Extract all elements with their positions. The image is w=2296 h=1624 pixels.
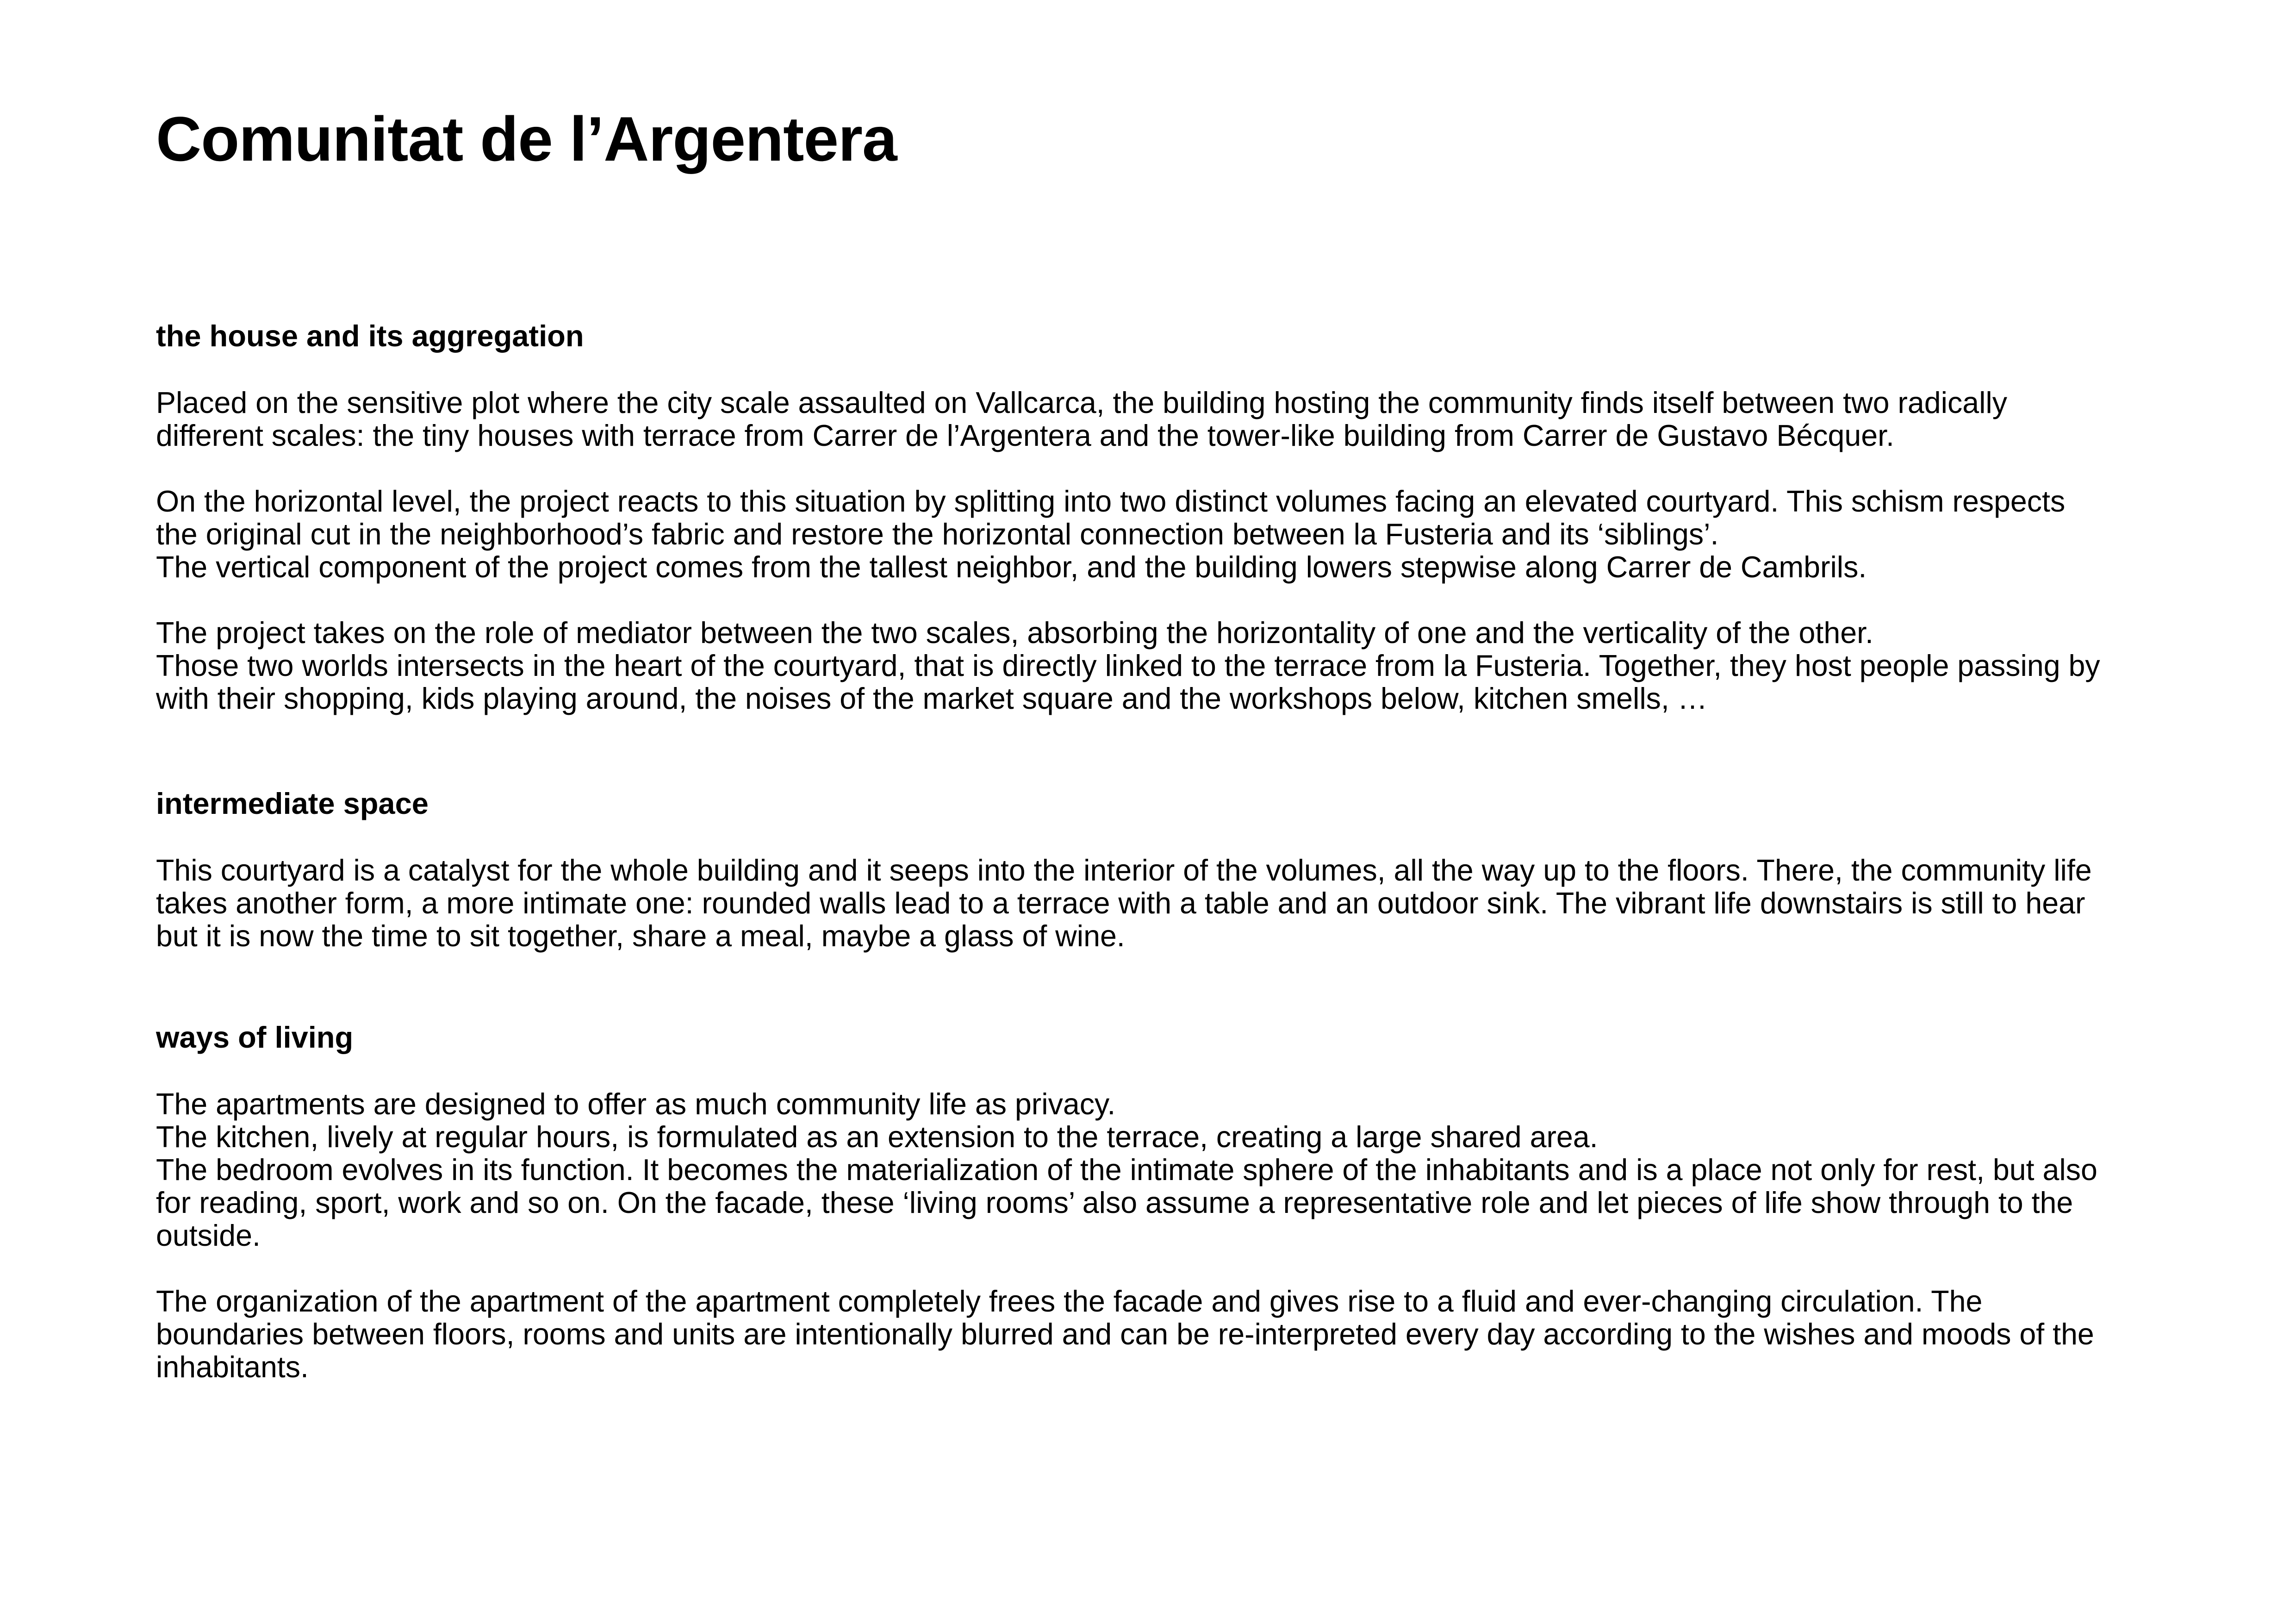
text-line: Placed on the sensitive plot where the city scale assaulted on Vallcarca, the building hosting the community finds itself between two radically: [156, 386, 2007, 419]
paragraph: [156, 485, 2160, 584]
text-line: The bedroom evolves in its function. It becomes the materialization of the intimate sphere of the inhabitants and is a place not only for rest, but also: [156, 1153, 2097, 1187]
section-heading: intermediate space: [156, 787, 429, 820]
paragraph: [156, 1088, 2160, 1252]
text-line: The vertical component of the project comes from the tallest neighbor, and the building lowers stepwise along Carrer de Cambrils.: [156, 550, 1867, 584]
text-line: Those two worlds intersects in the heart of the courtyard, that is directly linked to the terrace from la Fusteria. Together, they host people passing by: [156, 649, 2100, 682]
text-line: for reading, sport, work and so on. On the facade, these ‘living rooms’ also assume a representative role and let pieces of life show through to the: [156, 1186, 2073, 1219]
text-line: but it is now the time to sit together, share a meal, maybe a glass of wine.: [156, 919, 1125, 953]
text-line: On the horizontal level, the project reacts to this situation by splitting into two distinct volumes facing an elevated courtyard. This schism respects: [156, 485, 2066, 518]
text-line: This courtyard is a catalyst for the whole building and it seeps into the interior of the volumes, all the way up to the floors. There, the community life: [156, 854, 2092, 887]
text-line: the original cut in the neighborhood’s fabric and restore the horizontal connection between la Fusteria and its ‘siblings’.: [156, 518, 1719, 551]
section-ways-of-living: [156, 1021, 2160, 1384]
paragraph: [156, 617, 2160, 715]
page-title: Comunitat de l’Argentera: [156, 104, 897, 174]
section-intermediate-space: [156, 787, 2160, 953]
text-line: takes another form, a more intimate one: rounded walls lead to a terrace with a table and an outdoor sink. The vibrant life downstairs is still to hear: [156, 887, 2085, 920]
text-line: boundaries between floors, rooms and units are intentionally blurred and can be re-interpreted every day according to the wishes and moods of the: [156, 1318, 2094, 1351]
paragraph: [156, 854, 2160, 953]
text-line: outside.: [156, 1219, 261, 1252]
text-line: The apartments are designed to offer as much community life as privacy.: [156, 1087, 1116, 1121]
section-heading: ways of living: [156, 1020, 354, 1054]
text-line: inhabitants.: [156, 1350, 309, 1384]
section-house-and-aggregation: [156, 319, 2160, 715]
paragraph: [156, 1285, 2160, 1384]
section-heading: the house and its aggregation: [156, 319, 584, 353]
text-line: with their shopping, kids playing around, the noises of the market square and the workshops below, kitchen smells, …: [156, 682, 1708, 715]
text-line: The organization of the apartment of the apartment completely frees the facade and gives rise to a fluid and ever-changing circulation. The: [156, 1285, 1983, 1318]
text-line: different scales: the tiny houses with terrace from Carrer de l’Argentera and the tower-like building from Carrer de Gustavo Bécquer.: [156, 419, 1894, 452]
paragraph: [156, 387, 2160, 452]
text-line: The project takes on the role of mediator between the two scales, absorbing the horizontality of one and the verticality of the other.: [156, 616, 1873, 650]
text-line: The kitchen, lively at regular hours, is formulated as an extension to the terrace, creating a large shared area.: [156, 1120, 1598, 1154]
